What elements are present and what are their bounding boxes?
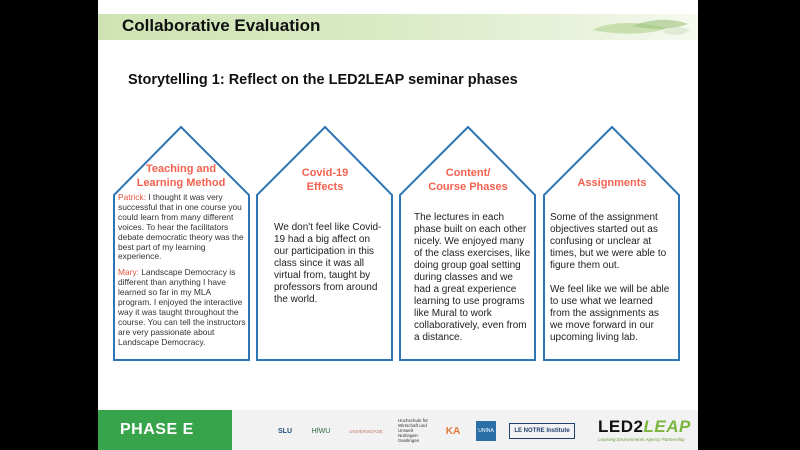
house-title-line: Content/ xyxy=(445,167,491,179)
comment-author: Mary: xyxy=(118,267,139,278)
house-title-teaching xyxy=(128,162,234,191)
footer xyxy=(98,410,698,450)
house-title-line: Course Phases xyxy=(428,181,508,194)
house-title-line: Covid-19 xyxy=(301,167,349,179)
comment-text: I thought it was very successful that in one course you could learn from many different voices. To hear the facilitators debate democratic theory was the best part of my learning experience. xyxy=(118,192,244,262)
assignments-paragraph-1: Some of the assignment objectives started out as confusing or unclear at times, but we were able to figure them out. xyxy=(550,212,667,271)
house-title-line: Assignments xyxy=(577,177,647,189)
comment-text: Landscape Democracy is different than anything I have learned so far in my MLA program. I enjoyed the interactive way it was taught throughout the course. You can tell the instructors are very passionate about Landscape Democracy. xyxy=(118,267,246,347)
phase-label: PHASE E xyxy=(120,421,194,438)
slide xyxy=(98,0,698,450)
house-body-teaching xyxy=(118,193,246,354)
house-title-line: Effects xyxy=(306,181,344,194)
led2leap-logo xyxy=(598,417,691,447)
house-body-assignments xyxy=(550,212,674,344)
house-body-covid: We don't feel like Covid-19 had a big affect on our participation in this class since it was all virtual from, taught by professors from around the world. xyxy=(274,222,382,305)
le-notre-institute-logo: LE NOTRE Institute xyxy=(509,423,575,439)
ka-logo: KA xyxy=(445,425,461,437)
comment-author: Patrick: xyxy=(118,192,146,202)
slu-logo: SLU xyxy=(278,427,292,435)
unina-logo: UNINA xyxy=(476,421,496,441)
comment-mary xyxy=(118,268,246,347)
hfwu-logo: HfWU xyxy=(311,427,331,435)
led2leap-tagline: Learning Environments Agency Partnership xyxy=(598,437,685,442)
hochschule-logo: Hochschule für Wirtschaft und Umwelt Nürtingen-Geislingen xyxy=(398,418,429,443)
slide-title: Collaborative Evaluation xyxy=(122,16,321,35)
house-title-line: Teaching and xyxy=(145,163,217,175)
phase-badge xyxy=(98,410,232,450)
assignments-paragraph-2: We feel like we will be able to use what we learned from the assignments as we move forward in our upcoming living lab. xyxy=(550,284,670,343)
house-title-assignments xyxy=(558,176,666,190)
house-title-line: Learning Method xyxy=(136,177,226,190)
universidade-logo: UNIVERSIDADE xyxy=(349,428,383,434)
house-body-content: The lectures in each phase built on each other nicely. We enjoyed many of the class exercises, like doing group goal setting during classes and we had a great experience learning to use programs like Mural to work collaboratively, even from a distance. xyxy=(414,212,531,343)
led2leap-wordmark xyxy=(598,417,691,437)
house-title-covid xyxy=(274,166,376,195)
house-title-content xyxy=(416,166,520,195)
leap-text: LEAP xyxy=(643,417,691,436)
led2-text: LED2 xyxy=(598,417,644,436)
comment-patrick xyxy=(118,193,246,262)
slide-subtitle: Storytelling 1: Reflect on the LED2LEAP seminar phases xyxy=(128,72,518,88)
